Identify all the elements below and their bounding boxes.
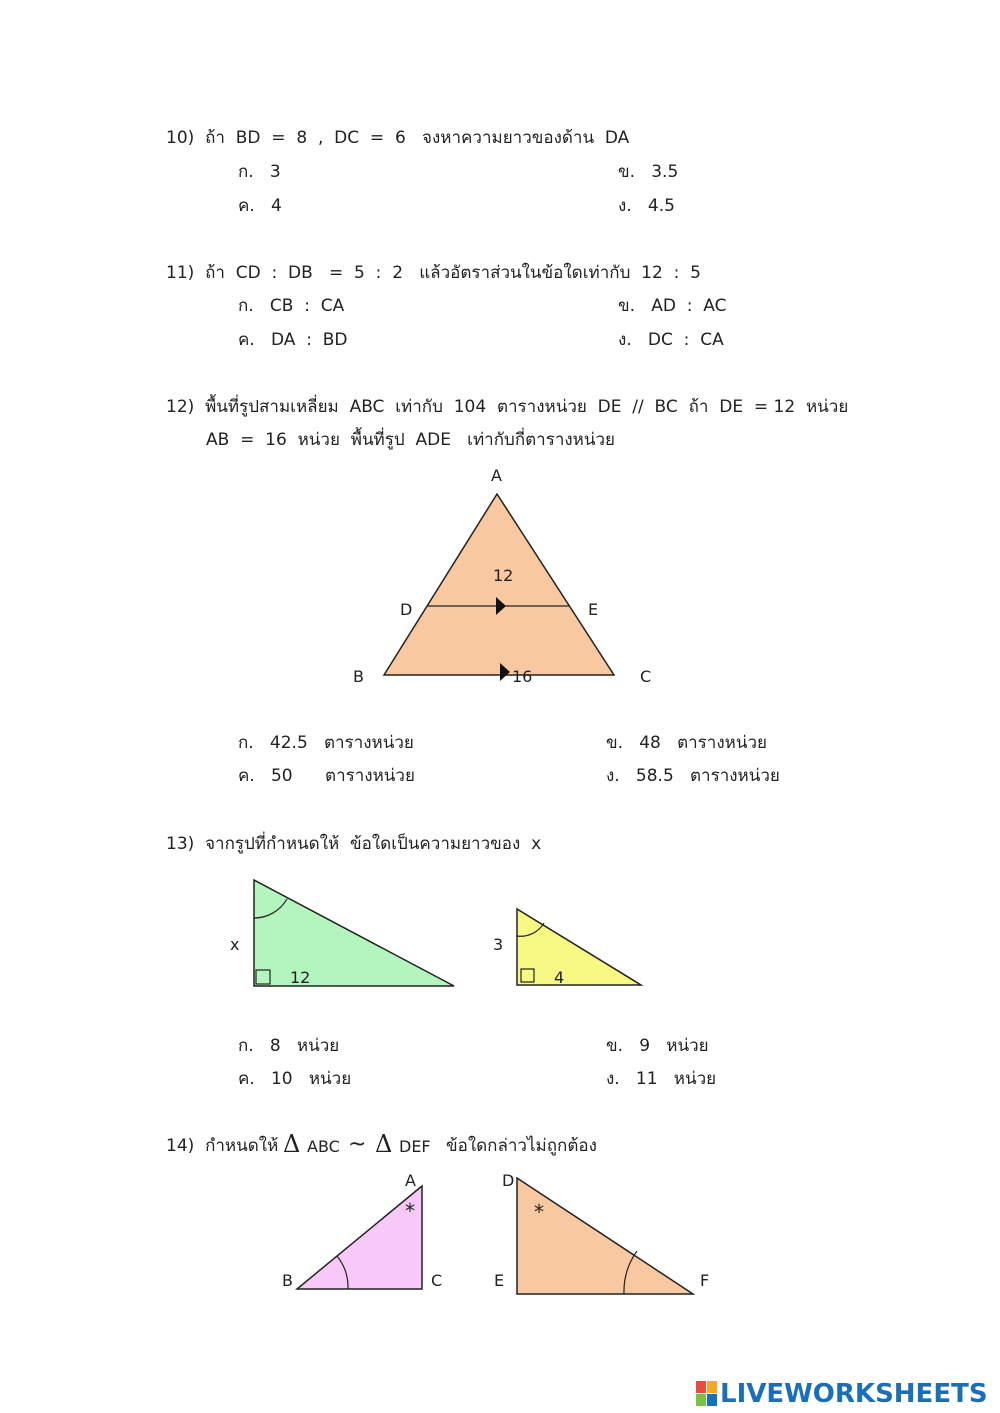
q14-label-f: F — [700, 1271, 710, 1290]
q12-label-e: E — [588, 600, 599, 619]
question-14-prefix: 14) กำหนดให้ — [166, 1136, 279, 1156]
q14-def-text: DEF — [399, 1137, 431, 1156]
q10-option-d[interactable]: ง. 4.5 — [618, 196, 675, 216]
liveworksheets-logo[interactable] — [696, 1379, 988, 1409]
q12-bc-length: 16 — [512, 667, 533, 686]
question-13-text: 13) จากรูปที่กำหนดให้ ข้อใดเป็นความยาวของ x — [166, 834, 542, 854]
q12-de-length: 12 — [493, 566, 514, 585]
q13-yellow-triangle — [517, 909, 641, 985]
q12-option-c[interactable]: ค. 50 ตารางหน่วย — [238, 766, 415, 786]
q10-option-a[interactable]: ก. 3 — [238, 162, 281, 182]
q12-option-d[interactable]: ง. 58.5 ตารางหน่วย — [606, 766, 780, 786]
question-11-text: 11) ถ้า CD : DB = 5 : 2 แล้วอัตราส่วนในข้อใดเท่ากับ 12 : 5 — [166, 263, 701, 283]
question-12-text-line1: 12) พื้นที่รูปสามเหลี่ยม ABC เท่ากับ 104 ตารางหน่วย DE // BC ถ้า DE = 12 หน่วย — [166, 397, 849, 417]
q10-option-b[interactable]: ข. 3.5 — [618, 162, 679, 182]
q13-option-c[interactable]: ค. 10 หน่วย — [238, 1069, 352, 1089]
q14-label-c: C — [431, 1271, 443, 1290]
q13-green-triangle — [254, 880, 454, 986]
question-10-text: 10) ถ้า BD = 8 , DC = 6 จงหาความยาวของด้าน DA — [166, 128, 630, 148]
q13-label-x: x — [230, 935, 240, 954]
q12-label-c: C — [640, 667, 652, 686]
q14-label-e: E — [494, 1271, 505, 1290]
q14-star-def: * — [534, 1200, 544, 1224]
liveworksheets-logo-icon — [696, 1381, 718, 1407]
question-14-suffix: ข้อใดกล่าวไม่ถูกต้อง — [446, 1136, 597, 1156]
delta-symbol-2: Δ — [375, 1130, 393, 1158]
q14-label-d: D — [502, 1171, 515, 1190]
similar-symbol: ~ — [348, 1132, 367, 1157]
logo-text: LIVEWORKSHEETS — [720, 1379, 988, 1409]
q14-label-b: B — [282, 1271, 293, 1290]
q13-option-b[interactable]: ข. 9 หน่วย — [606, 1036, 709, 1056]
q14-abc-text: ABC — [307, 1137, 340, 1156]
q14-triangle-def — [517, 1178, 693, 1294]
q12-option-a[interactable]: ก. 42.5 ตารางหน่วย — [238, 733, 414, 753]
q12-option-b[interactable]: ข. 48 ตารางหน่วย — [606, 733, 767, 753]
q14-star-abc: * — [405, 1199, 415, 1223]
delta-symbol-1: Δ — [283, 1130, 301, 1158]
q11-option-d[interactable]: ง. DC : CA — [618, 330, 724, 350]
q13-label-3: 3 — [493, 935, 504, 954]
q14-triangle-abc — [297, 1186, 422, 1289]
q12-label-a: A — [491, 466, 502, 485]
q11-option-a[interactable]: ก. CB : CA — [238, 296, 345, 316]
q10-option-c[interactable]: ค. 4 — [238, 196, 282, 216]
q13-option-d[interactable]: ง. 11 หน่วย — [606, 1069, 717, 1089]
q12-label-d: D — [400, 600, 413, 619]
q11-option-c[interactable]: ค. DA : BD — [238, 330, 348, 350]
q13-option-a[interactable]: ก. 8 หน่วย — [238, 1036, 340, 1056]
q11-option-b[interactable]: ข. AD : AC — [618, 296, 727, 316]
q13-label-12: 12 — [290, 968, 311, 987]
q12-label-b: B — [353, 667, 364, 686]
q13-label-4: 4 — [554, 968, 565, 987]
q14-label-a: A — [405, 1171, 416, 1190]
question-12-text-line2: AB = 16 หน่วย พื้นที่รูป ADE เท่ากับกี่ตารางหน่วย — [206, 430, 616, 450]
